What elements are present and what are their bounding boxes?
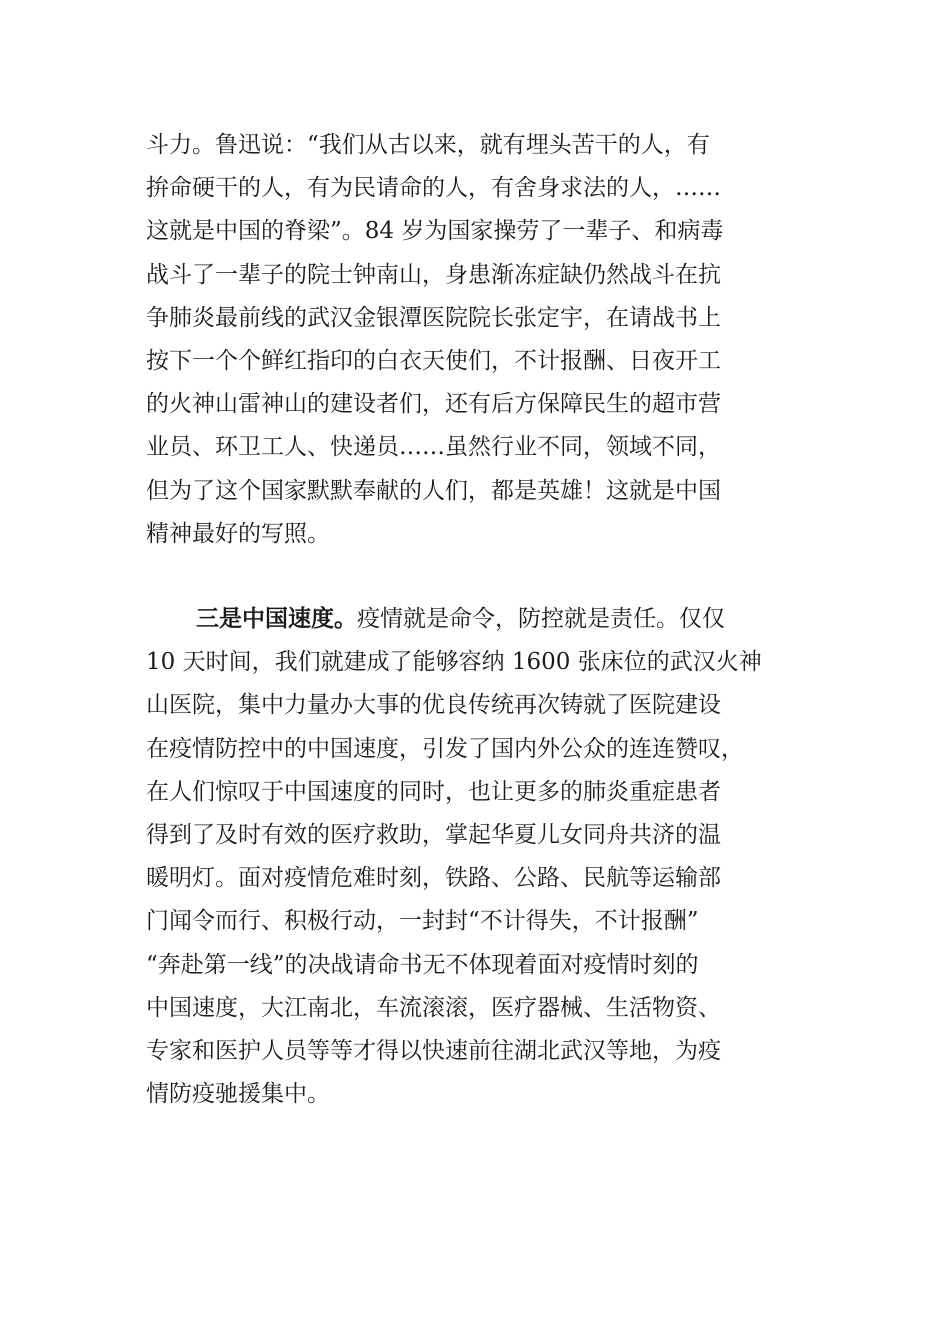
paragraph-2 (146, 598, 786, 1116)
paragraph-2-first-line (146, 598, 786, 641)
paragraph-2-line: 山医院，集中力量办大事的优良传统再次铸就了医院建设 (146, 692, 721, 719)
paragraph-1-line: 的火神山雷神山的建设者们，还有后方保障民生的超市营 (146, 391, 721, 418)
paragraph-2-line: 专家和医护人员等等才得以快速前往湖北武汉等地，为疫 (146, 1037, 721, 1064)
paragraph-2-line: 情防疫驰援集中。 (146, 1081, 330, 1108)
paragraph-2-line: 得到了及时有效的医疗救助，掌起华夏儿女同舟共济的温 (146, 821, 721, 848)
paragraph-1-line: 业员、环卫工人、快递员……虽然行业不同，领域不同， (146, 434, 721, 461)
paragraph-1-line: 精神最好的写照。 (146, 520, 330, 547)
paragraph-2-line: 暖明灯。面对疫情危难时刻，铁路、公路、民航等运输部 (146, 865, 721, 892)
paragraph-2-line: 门闻令而行、积极行动，一封封“不计得失，不计报酬” (146, 908, 699, 935)
paragraph-2-line: “奔赴第一线”的决战请命书无不体现着面对疫情时刻的 (146, 951, 699, 978)
paragraph-2-first-line-text: 疫情就是命令，防控就是责任。仅仅 (357, 606, 725, 632)
paragraph-2-line: 10 天时间，我们就建成了能够容纳 1600 张床位的武汉火神 (146, 649, 762, 676)
paragraph-1-line: 但为了这个国家默默奉献的人们，都是英雄！这就是中国 (146, 477, 721, 504)
paragraph-2-line: 在人们惊叹于中国速度的同时，也让更多的肺炎重症患者 (146, 778, 721, 805)
section-heading: 三是中国速度。 (196, 606, 357, 632)
paragraph-1 (146, 124, 786, 556)
paragraph-1-line: 争肺炎最前线的武汉金银潭医院院长张定宇，在请战书上 (146, 304, 721, 331)
paragraph-2-line: 在疫情防控中的中国速度，引发了国内外公众的连连赞叹， (146, 735, 744, 762)
paragraph-1-line: 斗力。鲁迅说：“我们从古以来，就有埋头苦干的人，有 (146, 132, 710, 158)
paragraph-2-line: 中国速度，大江南北，车流滚滚，医疗器械、生活物资、 (146, 994, 721, 1021)
paragraph-1-line: 战斗了一辈子的院士钟南山，身患渐冻症缺仍然战斗在抗 (146, 261, 721, 288)
paragraph-1-line: 这就是中国的脊梁”。84 岁为国家操劳了一辈子、和病毒 (146, 218, 724, 245)
paragraph-1-line: 按下一个个鲜红指印的白衣天使们，不计报酬、日夜开工 (146, 347, 721, 374)
paragraph-1-line: 拚命硬干的人，有为民请命的人，有舍身求法的人，…… (146, 175, 721, 202)
